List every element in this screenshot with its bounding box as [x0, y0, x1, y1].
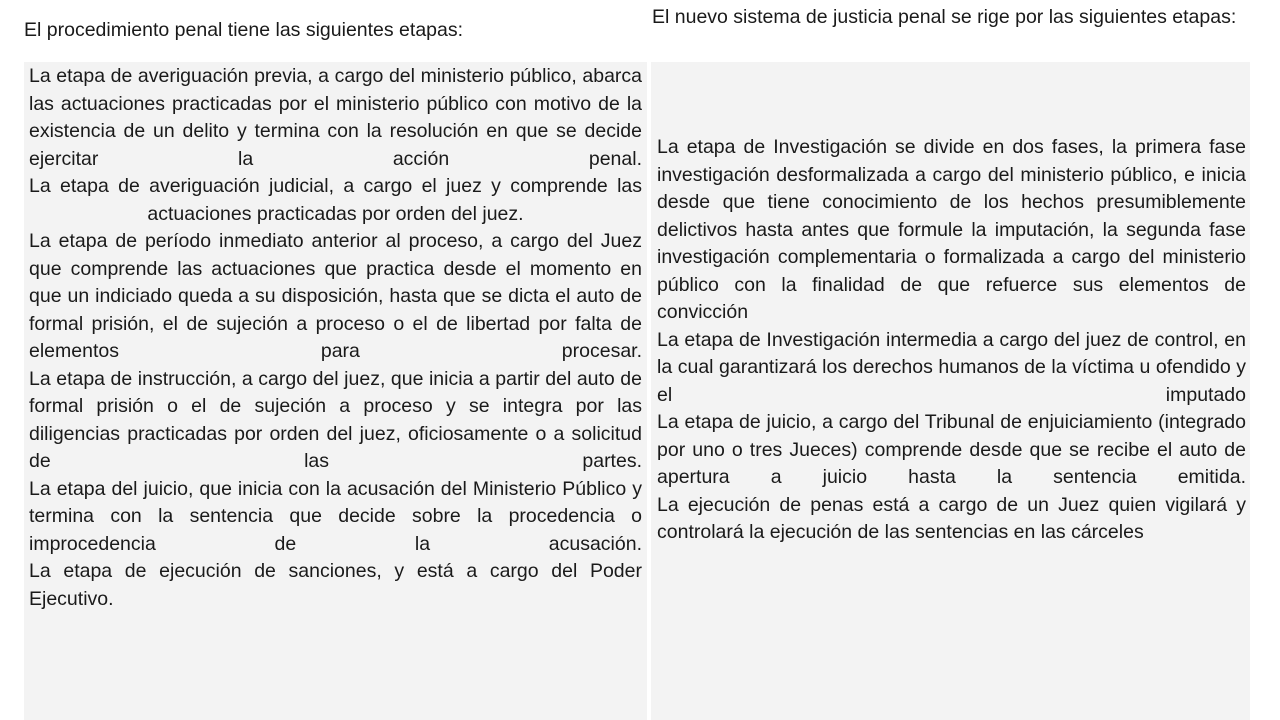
left-paragraph-juicio: La etapa del juicio, que inicia con la acusación del Ministerio Público y termina con la sentencia que decide sobre la procedencia o improcedencia de la acusación. — [29, 477, 642, 555]
right-column-body — [651, 62, 1250, 720]
right-paragraph-juicio: La etapa de juicio, a cargo del Tribunal de enjuiciamiento (integrado por uno o tres Jueces) comprende desde que se recibe el auto de apertura a juicio hasta la sentencia emitida. — [657, 411, 1246, 488]
left-paragraph-averiguacion-previa: La etapa de averiguación previa, a cargo del ministerio público, abarca las actuaciones practicadas por el ministerio público con motivo de la existencia de un delito y termina con la resolución en que se decide ejercitar la acción penal. — [29, 65, 642, 170]
right-paragraph-investigacion: La etapa de Investigación se divide en dos fases, la primera fase investigación desformalizada a cargo del ministerio público, e inicia desde que tiene conocimiento de los hechos presumiblemente delictivos hasta antes que formule la imputación, la segunda fase investigación complementaria o formalizada a cargo del ministerio público con la finalidad de que refuerce sus elementos de convicción — [657, 136, 1246, 323]
right-paragraph-ejecucion-penas: La ejecución de penas está a cargo de un Juez quien vigilará y controlará la ejecución de las sentencias en las cárceles — [657, 493, 1246, 543]
left-paragraph-averiguacion-judicial: La etapa de averiguación judicial, a cargo el juez y comprende las actuaciones practicadas por orden del juez. — [29, 175, 642, 225]
right-column-heading: El nuevo sistema de justicia penal se rige por las siguientes etapas: — [652, 0, 1250, 62]
left-paragraph-instruccion: La etapa de instrucción, a cargo del juez, que inicia a partir del auto de formal prisión o el de sujeción a proceso y se integra por las diligencias practicadas por orden del juez, oficiosamente o a solicitud de las partes. — [29, 367, 642, 472]
left-column-body — [24, 62, 649, 720]
right-paragraph-intermedia: La etapa de Investigación intermedia a cargo del juez de control, en la cual garantizará los derechos humanos de la víctima u ofendido y el imputado — [657, 328, 1246, 406]
left-paragraph-periodo-inmediato: La etapa de período inmediato anterior al proceso, a cargo del Juez que comprende las actuaciones que practica desde el momento en que un indiciado queda a su disposición, hasta que se dicta el auto de formal prisión, el de sujeción a proceso o el de libertad por falta de elementos para procesar. — [29, 230, 642, 362]
left-paragraph-ejecucion: La etapa de ejecución de sanciones, y está a cargo del Poder Ejecutivo. — [29, 560, 642, 610]
left-column-heading: El procedimiento penal tiene las siguientes etapas: — [24, 0, 649, 62]
